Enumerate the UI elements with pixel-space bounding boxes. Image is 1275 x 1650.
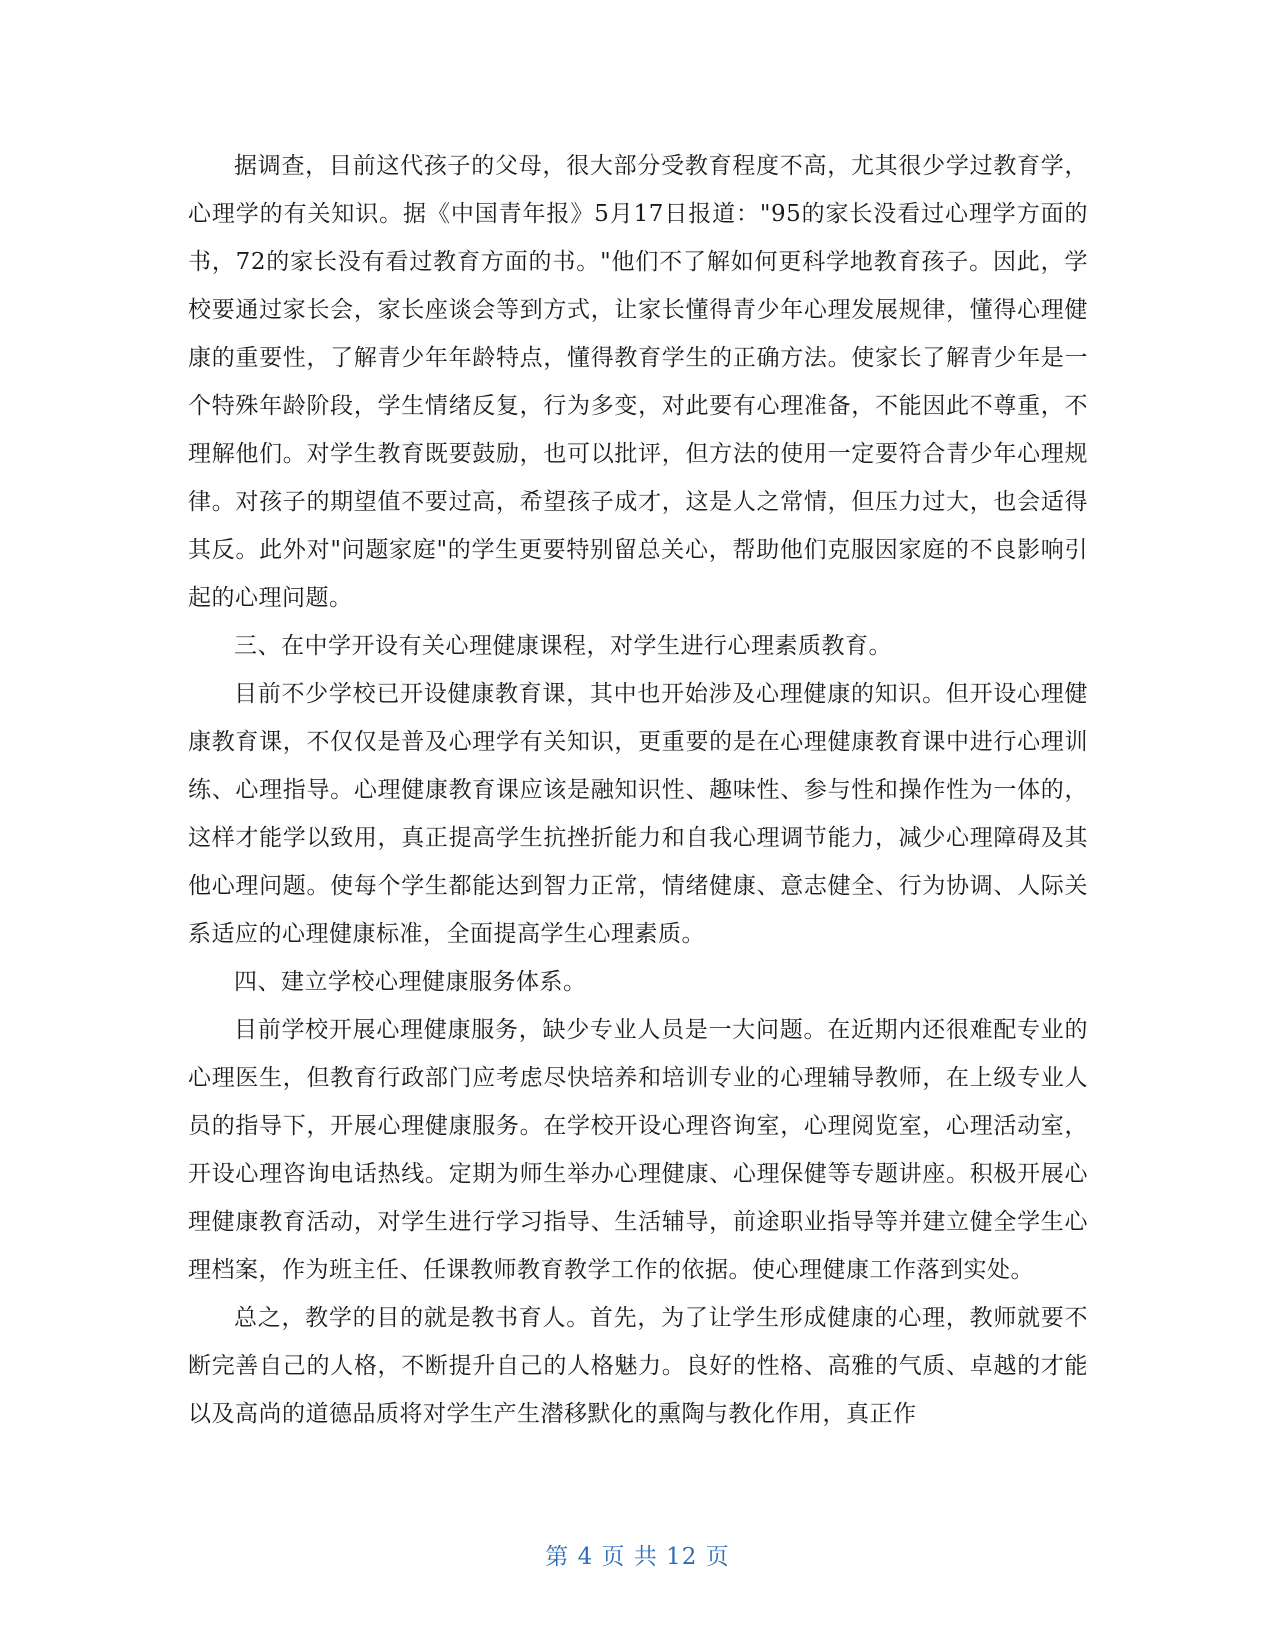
paragraph-health-course: 目前不少学校已开设健康教育课，其中也开始涉及心理健康的知识。但开设心理健康教育课，不仅仅是普及心理学有关知识，更重要的是在心理健康教育课中进行心理训练、心理指导。心理健康教育课应该是融知识性、趣味性、参与性和操作性为一体的，这样才能学以致用，真正提高学生抗挫折能力和自我心理调节能力，减少心理障碍及其他心理问题。使每个学生都能达到智力正常，情绪健康、意志健全、行为协调、人际关系适应的心理健康标准，全面提高学生心理素质。 (188, 681, 1088, 947)
page-footer (0, 1538, 1275, 1571)
heading-section-three: 三、在中学开设有关心理健康课程，对学生进行心理素质教育。 (234, 633, 892, 659)
paragraph-conclusion: 总之，教学的目的就是教书育人。首先，为了让学生形成健康的心理，教师就要不断完善自己的人格，不断提升自己的人格魅力。良好的性格、高雅的气质、卓越的才能以及高尚的道德品质将对学生产生潜移默化的熏陶与教化作用，真正作 (188, 1305, 1088, 1427)
body-text (188, 142, 1088, 1438)
paragraph-service-system: 目前学校开展心理健康服务，缺少专业人员是一大问题。在近期内还很难配专业的心理医生，但教育行政部门应考虑尽快培养和培训专业的心理辅导教师，在上级专业人员的指导下，开展心理健康服务。在学校开设心理咨询室，心理阅览室，心理活动室，开设心理咨询电话热线。定期为师生举办心理健康、心理保健等专题讲座。积极开展心理健康教育活动，对学生进行学习指导、生活辅导，前途职业指导等并建立健全学生心理档案，作为班主任、任课教师教育教学工作的依据。使心理健康工作落到实处。 (188, 1017, 1088, 1283)
paragraph-parent-education: 据调查，目前这代孩子的父母，很大部分受教育程度不高，尤其很少学过教育学，心理学的有关知识。据《中国青年报》5月17日报道："95的家长没看过心理学方面的书，72的家长没有看过教育方面的书。"他们不了解如何更科学地教育孩子。因此，学校要通过家长会，家长座谈会等到方式，让家长懂得青少年心理发展规律，懂得心理健康的重要性，了解青少年年龄特点，懂得教育学生的正确方法。使家长了解青少年是一个特殊年龄阶段，学生情绪反复，行为多变，对此要有心理准备，不能因此不尊重，不理解他们。对学生教育既要鼓励，也可以批评，但方法的使用一定要符合青少年心理规律。对孩子的期望值不要过高，希望孩子成才，这是人之常情，但压力过大，也会适得其反。此外对"问题家庭"的学生更要特别留总关心，帮助他们克服因家庭的不良影响引起的心理问题。 (188, 153, 1088, 611)
page-number-label: 第 4 页 共 12 页 (545, 1544, 730, 1570)
heading-section-four: 四、建立学校心理健康服务体系。 (234, 969, 587, 995)
